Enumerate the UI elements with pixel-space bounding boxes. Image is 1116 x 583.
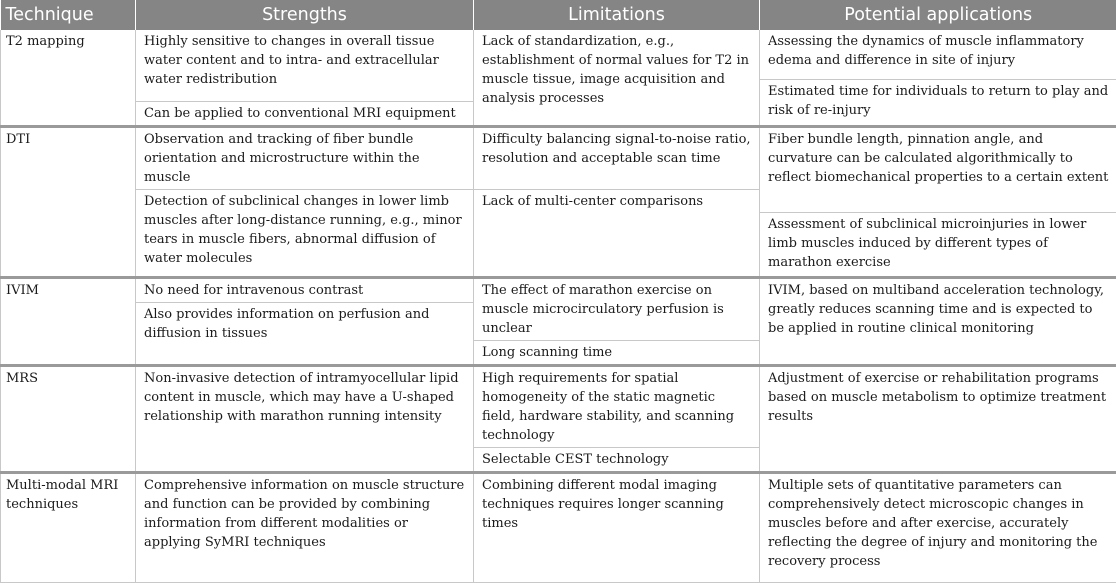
- header-row: [1, 0, 1116, 30]
- strength-cell: Non-invasive detection of intramyocellular lipid content in muscle, which may have a U-shaped relationship with marathon running intensity: [136, 365, 474, 472]
- strength-cell: Highly sensitive to changes in overall tissue water content and to intra- and extracellular water redistribution: [136, 30, 474, 101]
- strength-cell: Observation and tracking of fiber bundle orientation and microstructure within the muscle: [136, 126, 474, 189]
- strength-cell: Detection of subclinical changes in lower limb muscles after long-distance running, e.g., minor tears in muscle fibers, abnormal diffusion of water molecules: [136, 189, 474, 277]
- limitation-cell: Selectable CEST technology: [474, 447, 760, 472]
- table-row-t2-mapping: [1, 30, 1116, 79]
- strength-cell: Can be applied to conventional MRI equipment: [136, 101, 474, 126]
- technique-cell: T2 mapping: [1, 30, 136, 126]
- table-row-multi-modal: [1, 472, 1116, 582]
- technique-cell: Multi-modal MRI techniques: [1, 472, 136, 582]
- table-row-mrs: [1, 365, 1116, 447]
- header-strengths: Strengths: [136, 0, 474, 30]
- limitation-cell: High requirements for spatial homogeneity of the static magnetic field, hardware stability, and scanning technology: [474, 365, 760, 447]
- technique-cell: MRS: [1, 365, 136, 472]
- application-cell: IVIM, based on multiband acceleration technology, greatly reduces scanning time and is expected to be applied in routine clinical monitoring: [760, 277, 1116, 365]
- table-row-ivim: [1, 277, 1116, 302]
- limitation-cell: Lack of standardization, e.g., establishment of normal values for T2 in muscle tissue, image acquisition and analysis processes: [474, 30, 760, 126]
- header-potential-applications: Potential applications: [760, 0, 1116, 30]
- header-limitations: Limitations: [474, 0, 760, 30]
- application-cell: Fiber bundle length, pinnation angle, and curvature can be calculated algorithmically to reflect biomechanical properties to a certain extent: [760, 126, 1116, 212]
- strength-cell: Comprehensive information on muscle structure and function can be provided by combining information from different modalities or applying SyMRI techniques: [136, 472, 474, 582]
- technique-cell: DTI: [1, 126, 136, 277]
- application-cell: Assessing the dynamics of muscle inflammatory edema and difference in site of injury: [760, 30, 1116, 79]
- header-technique: Technique: [1, 0, 136, 30]
- table-row-dti: [1, 126, 1116, 189]
- limitation-cell: Lack of multi-center comparisons: [474, 189, 760, 277]
- limitation-cell: The effect of marathon exercise on muscle microcirculatory perfusion is unclear: [474, 277, 760, 340]
- limitation-cell: Combining different modal imaging techniques requires longer scanning times: [474, 472, 760, 582]
- application-cell: Multiple sets of quantitative parameters can comprehensively detect microscopic changes in muscles before and after exercise, accurately reflecting the degree of injury and monitoring the recovery process: [760, 472, 1116, 582]
- limitation-cell: Long scanning time: [474, 340, 760, 365]
- application-cell: Adjustment of exercise or rehabilitation programs based on muscle metabolism to optimize treatment results: [760, 365, 1116, 472]
- strength-cell: No need for intravenous contrast: [136, 277, 474, 302]
- limitation-cell: Difficulty balancing signal-to-noise ratio, resolution and acceptable scan time: [474, 126, 760, 189]
- strength-cell: Also provides information on perfusion and diffusion in tissues: [136, 302, 474, 365]
- application-cell: Assessment of subclinical microinjuries in lower limb muscles induced by different types of marathon exercise: [760, 212, 1116, 277]
- technique-cell: IVIM: [1, 277, 136, 365]
- application-cell: Estimated time for individuals to return to play and risk of re-injury: [760, 79, 1116, 126]
